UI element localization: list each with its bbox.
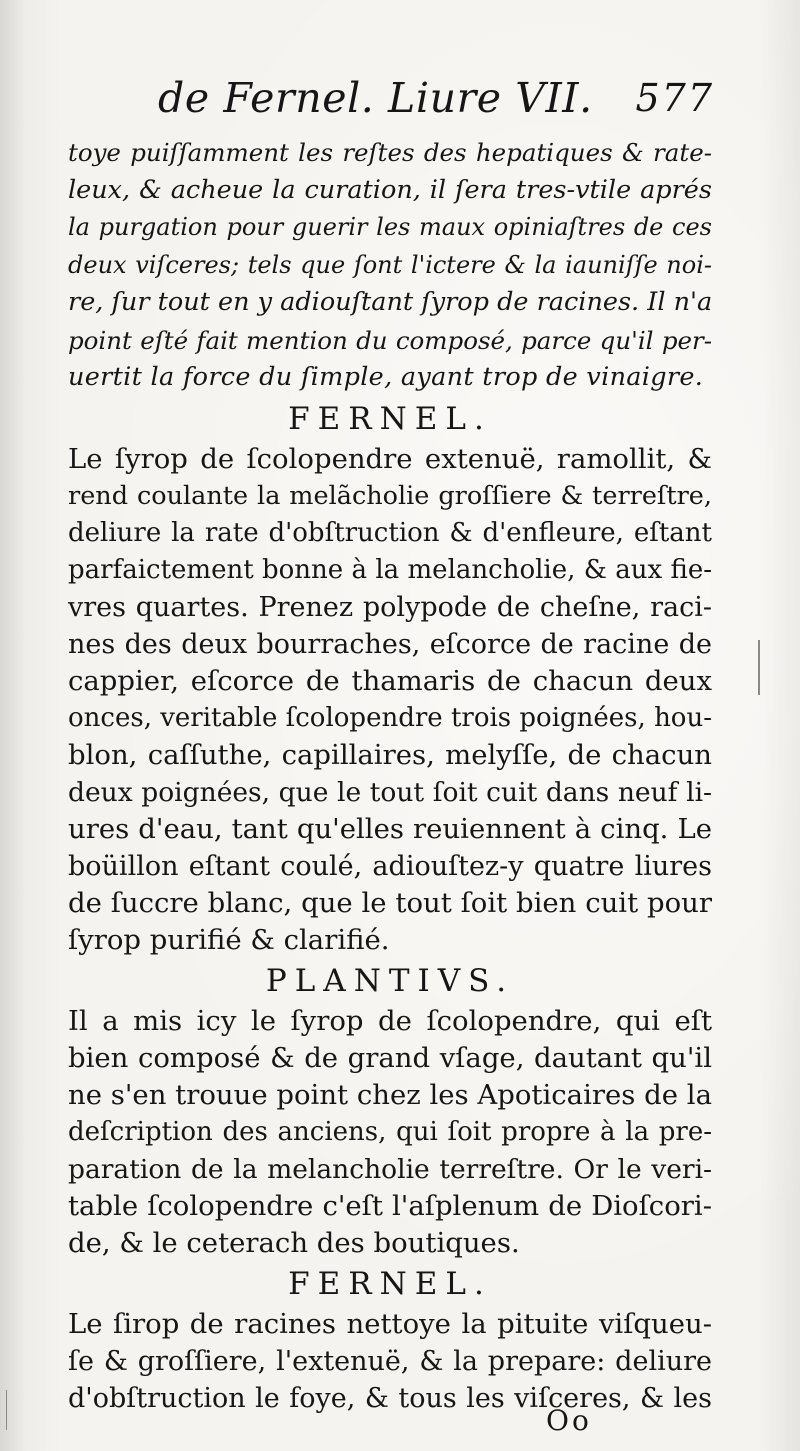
text-line: blon, caſſuthe, capillaires, melyſſe, de chacun — [68, 738, 712, 771]
text-line: la purgation pour guerir les maux opiniaſtres de ces — [68, 213, 712, 241]
text-line: de, & le ceterach des boutiques. — [68, 1226, 520, 1259]
text-line: Il a mis icy le ſyrop de ſcolopendre, qui eſt — [68, 1004, 712, 1037]
text-line: ſyrop purifié & clarifié. — [68, 923, 390, 956]
text-line: leux, & acheue la curation, il ſera tres-vtile aprés — [68, 174, 712, 205]
section-fernel-2 — [68, 1262, 712, 1417]
text-line: rend coulante la melãcholie groſſiere & terreſtre, — [68, 480, 712, 511]
running-title: de Fernel. Liure VII. — [158, 74, 593, 122]
margin-mark — [6, 1390, 7, 1430]
page-header — [150, 66, 714, 126]
text-line: toye puiſſamment les reſtes des hepatiques & rate- — [68, 138, 712, 167]
text-line: re, ſur tout en y adiouſtant ſyrop de racines. Il n'a — [68, 287, 712, 317]
text-line: vres quartes. Prenez polypode de cheſne, raci- — [68, 591, 712, 623]
margin-mark — [758, 640, 760, 695]
text-line: Le ſyrop de ſcolopendre extenuë, ramollit, & — [68, 442, 712, 475]
section-commentary — [68, 134, 712, 397]
text-line: bien composé & de grand vſage, dautant qu'il — [68, 1041, 712, 1074]
text-line: ne s'en trouue point chez les Apoticaires de la — [68, 1078, 712, 1111]
text-line: boüillon eſtant coulé, adiouſtez-y quatre liures — [68, 850, 712, 882]
body-text — [68, 134, 712, 1417]
text-line: parfaictement bonne à la melancholie, & aux fie- — [68, 554, 712, 585]
text-line: d'obſtruction le foye, & tous les viſceres, & les — [68, 1382, 712, 1414]
text-line: deſcription des anciens, qui ſoit propre à la pre- — [68, 1116, 712, 1147]
text-line: paration de la melancholie terreſtre. Or le veri- — [68, 1153, 712, 1185]
text-line: ures d'eau, tant qu'elles reuiennent à cinq. Le — [68, 812, 712, 845]
text-line: deux poignées, que le tout ſoit cuit dans neuf li- — [68, 776, 712, 808]
text-line: cappier, eſcorce de thamaris de chacun deux — [68, 664, 712, 697]
section-plantius — [68, 959, 712, 1262]
section-heading: FERNEL. — [288, 1265, 492, 1302]
section-heading: PLANTIVS. — [265, 962, 515, 999]
text-line: Le ſirop de racines nettoye la pituite viſqueu- — [68, 1307, 712, 1340]
text-line: point eſté fait mention du composé, parce qu'il per- — [68, 325, 712, 355]
text-line: de ſuccre blanc, que le tout ſoit bien cuit pour — [68, 886, 712, 919]
text-line: ſe & groſſiere, l'extenuë, & la prepare: deliure — [68, 1345, 712, 1377]
catchword: Oo — [546, 1404, 592, 1437]
text-line: deux viſceres; tels que ſont l'ictere & la iauniſſe noi- — [68, 250, 712, 279]
text-line: deliure la rate d'obſtruction & d'enfleure, eſtant — [68, 517, 712, 548]
text-line: nes des deux bourraches, eſcorce de racine de — [68, 628, 712, 660]
text-line: table ſcolopendre c'eſt l'aſplenum de Dioſcori- — [68, 1189, 712, 1222]
section-fernel — [68, 397, 712, 959]
text-line: uertit la force du ſimple, ayant trop de vinaigre. — [68, 362, 704, 392]
page-number: 577 — [635, 76, 714, 120]
section-heading: FERNEL. — [288, 400, 492, 437]
text-line: onces, veritable ſcolopendre trois poignées, hou- — [68, 702, 712, 733]
